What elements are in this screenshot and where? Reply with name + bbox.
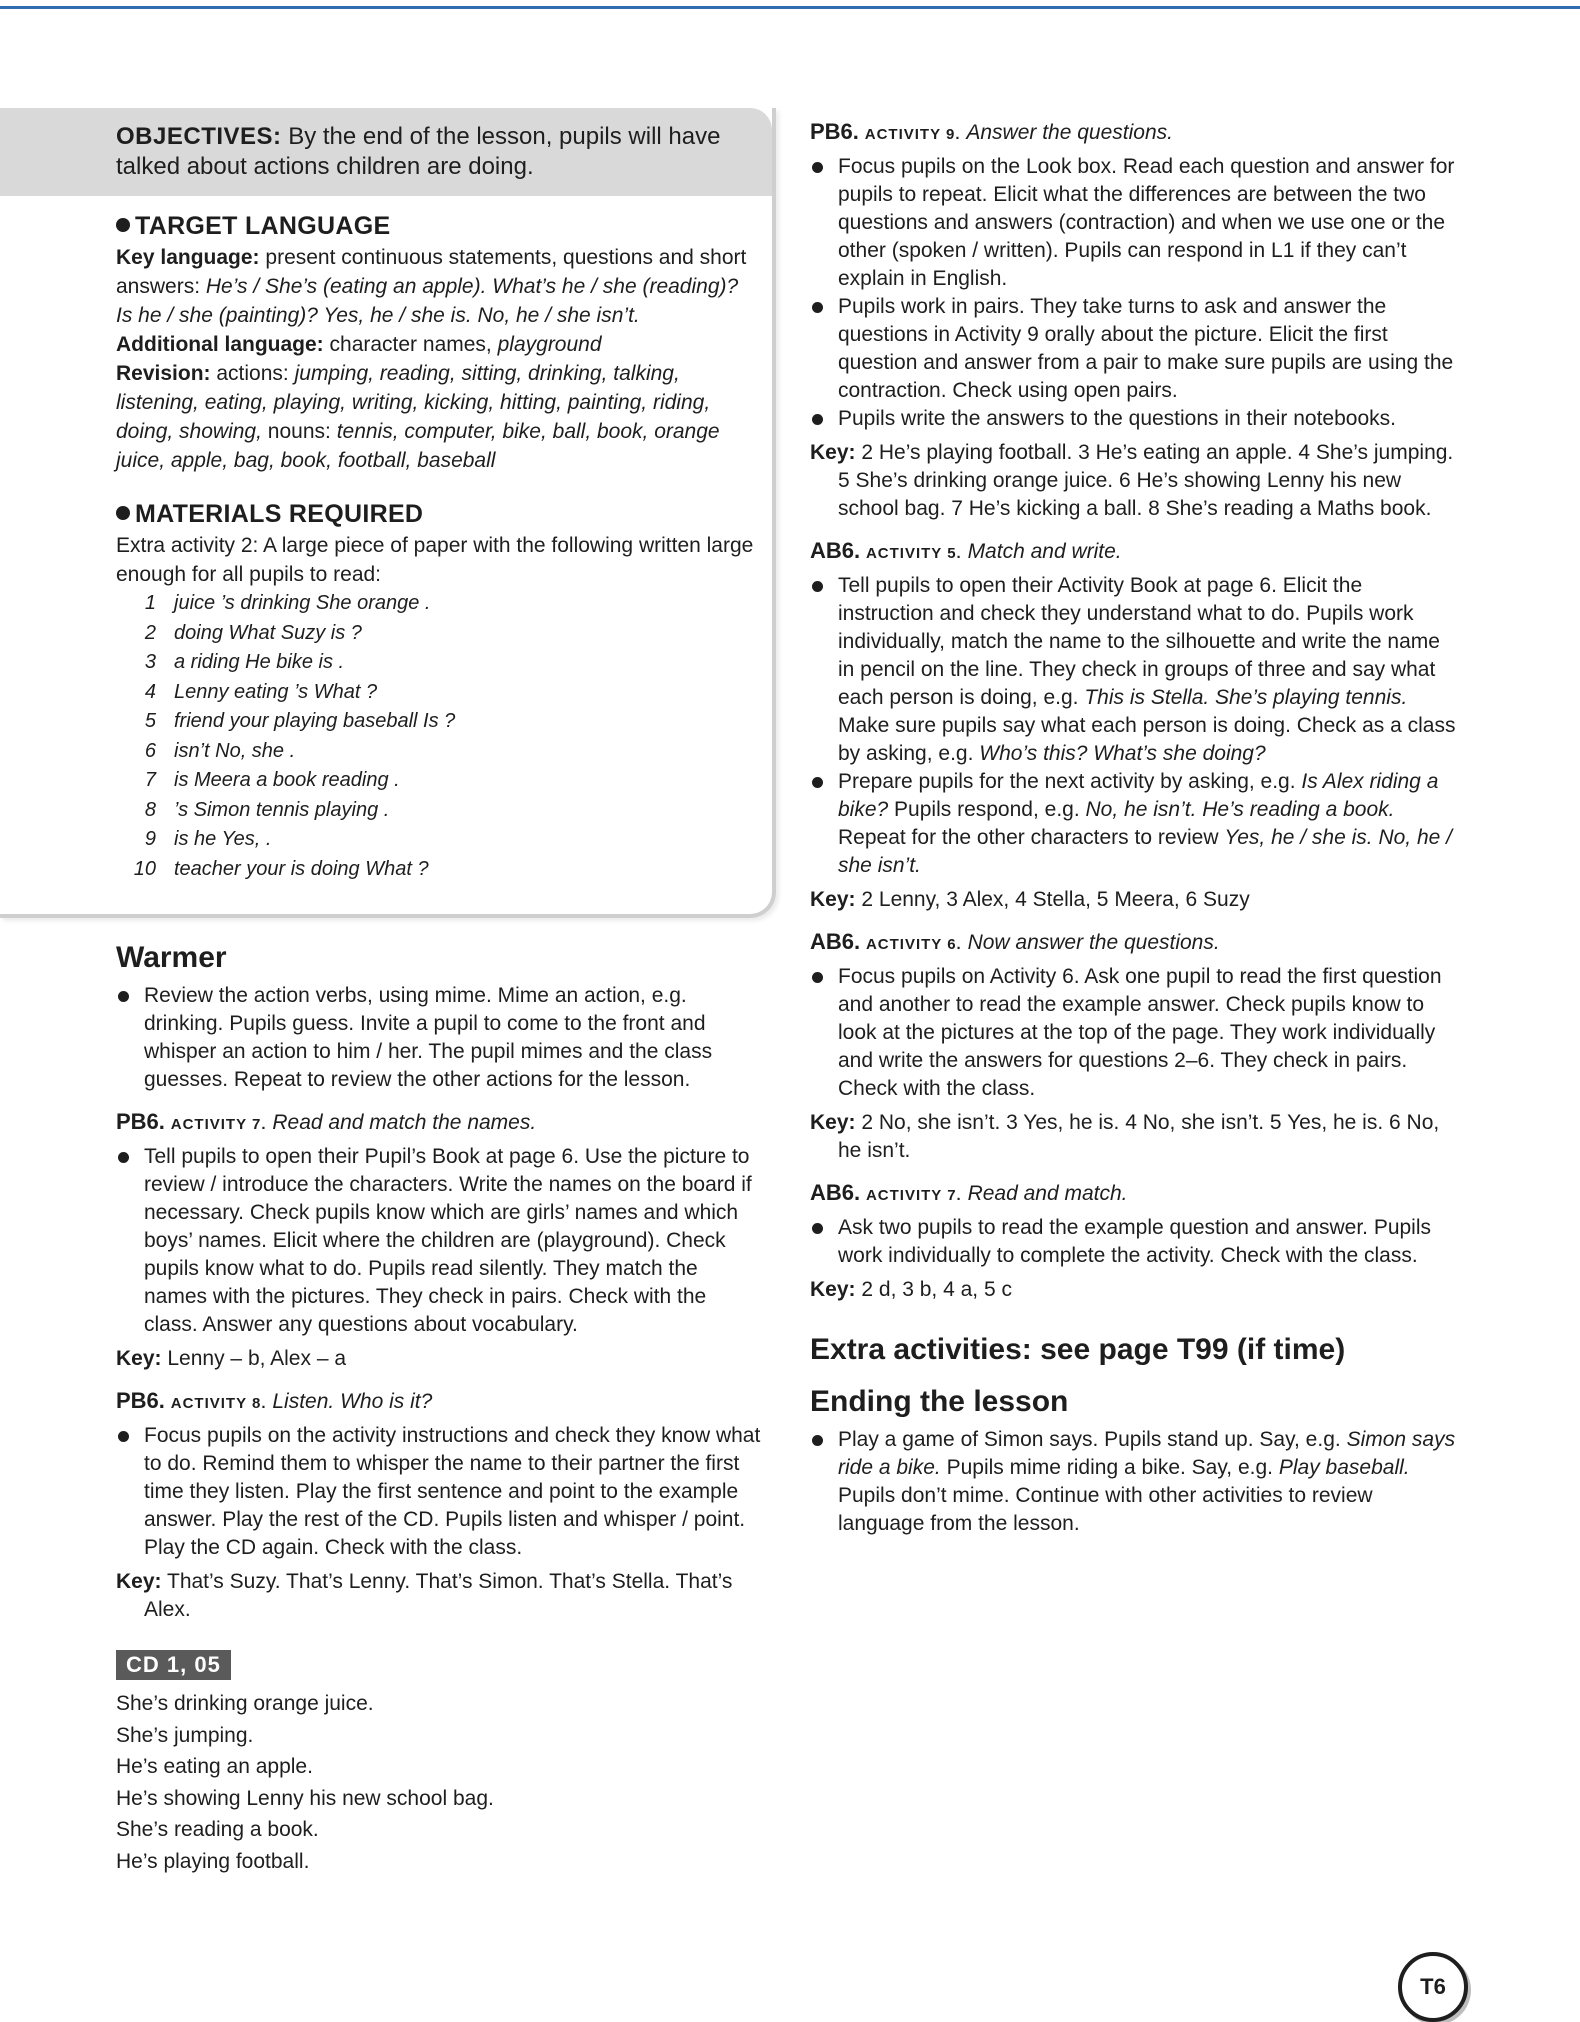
ending-title: Ending the lesson (810, 1385, 1069, 1418)
list-item: 3 a riding He bike is . (144, 651, 345, 673)
right-column (810, 118, 1460, 1538)
extra-activities-title: Extra activities: see page T99 (if time) (810, 1333, 1346, 1366)
bullet-icon (116, 218, 130, 232)
target-language-section (116, 212, 756, 475)
materials-section (116, 500, 756, 884)
ab7-key: Key: 2 d, 3 b, 4 a, 5 c (810, 1278, 1012, 1301)
list-item: Focus pupils on the Look box. Read each question and answer for pupils to repeat. Elicit what the differences are between the two questions and answers (contraction) and when we use one or the other (spoken / written). Pupils can respond in L1 if they can’t explain in English. (810, 153, 1460, 293)
ab6-bullets (810, 963, 1460, 1103)
page-number: T6 (1398, 1952, 1468, 2022)
objectives-panel (0, 108, 776, 918)
list-item: Play a game of Simon says. Pupils stand up. Say, e.g. Simon says ride a bike. Pupils mime riding a bike. Say, e.g. Play baseball. Pupils don’t mime. Continue with other activities to review language from the lesson. (810, 1426, 1460, 1538)
script-line: He’s eating an apple. (116, 1755, 313, 1778)
ab5-heading: AB6. ACTIVITY 5. Match and write. (810, 538, 1122, 563)
list-item: 5 friend your playing baseball Is ? (144, 710, 456, 732)
materials-intro: Extra activity 2: A large piece of paper with the following written large enough for all pupils to read: (116, 534, 754, 586)
pb7-bullets (116, 1143, 764, 1339)
key-language: Key language: present continuous statements, questions and short answers: He’s / She’s (eating an apple). What’s he / she (reading)? Is he / she (painting)? Yes, he / she is. No, he / she isn’t. (116, 246, 747, 327)
list-item: Tell pupils to open their Pupil’s Book at page 6. Use the picture to review / introduce the characters. Write the names on the board if necessary. Check pupils know which are girls’ names and which boys’ names. Elicit where the children are (playground). Check pupils know what to do. Pupils read silently. They match the names with the pictures. They check in pairs. Check with the class. Answer any questions about vocabulary. (116, 1143, 764, 1339)
pb9-bullets (810, 153, 1460, 433)
left-column (116, 940, 764, 1877)
cd-track-label: CD 1, 05 (116, 1650, 231, 1680)
pb9-heading: PB6. ACTIVITY 9. Answer the questions. (810, 119, 1173, 144)
warmer-bullets (116, 982, 764, 1094)
objectives-body: By the end of the lesson, pupils will have talked about actions children are doing. (116, 123, 721, 180)
list-item: 2 doing What Suzy is ? (144, 621, 362, 644)
ab5-key: Key: 2 Lenny, 3 Alex, 4 Stella, 5 Meera, 6 Suzy (810, 888, 1250, 911)
script-line: She’s reading a book. (116, 1818, 319, 1841)
list-item: Ask two pupils to read the example question and answer. Pupils work individually to complete the activity. Check with the class. (810, 1214, 1460, 1270)
pb8-key: Key: That’s Suzy. That’s Lenny. That’s Simon. That’s Stella. That’s Alex. (116, 1570, 733, 1621)
additional-language: Additional language: character names, playground (116, 333, 602, 356)
ab7-bullets (810, 1214, 1460, 1270)
pb9-key: Key: 2 He’s playing football. 3 He’s eating an apple. 4 She’s jumping. 5 She’s drinking orange juice. 6 He’s showing Lenny his new school bag. 7 He’s kicking a ball. 8 She’s reading a Maths book. (810, 441, 1454, 520)
pb8-bullets (116, 1422, 764, 1562)
list-item: Review the action verbs, using mime. Mime an action, e.g. drinking. Pupils guess. Invite a pupil to come to the front and whisper an action to him / her. The pupil mimes and the class guesses. Repeat to review the other actions for the lesson. (116, 982, 764, 1094)
target-language-title: TARGET LANGUAGE (116, 212, 756, 241)
list-item: Pupils work in pairs. They take turns to ask and answer the questions in Activity 9 orally about the picture. Elicit the first question and answer from a pair to make sure pupils are using the contraction. Check using open pairs. (810, 293, 1460, 405)
list-item: Prepare pupils for the next activity by asking, e.g. Is Alex riding a bike? Pupils respond, e.g. No, he isn’t. He’s reading a book. Repeat for the other characters to review Yes, he / she is. No, he / she isn’t. (810, 768, 1460, 880)
ab6-key: Key: 2 No, she isn’t. 3 Yes, he is. 4 No, she isn’t. 5 Yes, he is. 6 No, he isn’t. (810, 1111, 1440, 1162)
script-line: She’s jumping. (116, 1723, 254, 1747)
materials-list (116, 589, 756, 884)
cd-script (116, 1688, 764, 1877)
script-line: She’s drinking orange juice. (116, 1692, 374, 1715)
list-item: 6 isn’t No, she . (144, 739, 296, 762)
bullet-icon (116, 506, 130, 520)
objectives-text (116, 122, 756, 182)
list-item: 1 juice ’s drinking She orange . (144, 592, 431, 614)
list-item: 4 Lenny eating ’s What ? (144, 680, 378, 703)
pb8-heading: PB6. ACTIVITY 8. Listen. Who is it? (116, 1388, 433, 1413)
pb7-key: Key: Lenny – b, Alex – a (116, 1347, 347, 1370)
materials-title: MATERIALS REQUIRED (116, 500, 756, 529)
list-item: Pupils write the answers to the questions in their notebooks. (810, 405, 1460, 433)
objectives-label: OBJECTIVES: (116, 123, 282, 150)
warmer-title: Warmer (116, 941, 227, 974)
pb7-heading: PB6. ACTIVITY 7. Read and match the names. (116, 1109, 537, 1134)
list-item: 10 teacher your is doing What ? (133, 857, 429, 880)
list-item: 9 is he Yes, . (144, 828, 272, 850)
ab6-heading: AB6. ACTIVITY 6. Now answer the questions. (810, 929, 1220, 954)
ending-bullets (810, 1426, 1460, 1538)
top-rule (0, 6, 1580, 9)
script-line: He’s playing football. (116, 1849, 310, 1873)
list-item: 7 is Meera a book reading . (144, 769, 400, 791)
list-item: Focus pupils on the activity instructions and check they know what to do. Remind them to whisper the name to their partner the first time they listen. Play the first sentence and point to the example answer. Play the rest of the CD. Pupils listen and whisper / point. Play the CD again. Check with the class. (116, 1422, 764, 1562)
list-item: 8 ’s Simon tennis playing . (144, 798, 390, 821)
ab5-bullets (810, 572, 1460, 880)
script-line: He’s showing Lenny his new school bag. (116, 1786, 494, 1810)
list-item: Focus pupils on Activity 6. Ask one pupil to read the first question and another to read the example answer. Check pupils know to look at the pictures at the top of the page. They work individually and write the answers for questions 2–6. They check in pairs. Check with the class. (810, 963, 1460, 1103)
ab7-heading: AB6. ACTIVITY 7. Read and match. (810, 1180, 1128, 1205)
revision: Revision: actions: jumping, reading, sitting, drinking, talking, listening, eating, playing, writing, kicking, hitting, painting, riding, doing, showing, nouns: tennis, computer, bike, ball, book, orange juice, apple, bag, book, football, baseball (116, 362, 720, 472)
list-item: Tell pupils to open their Activity Book at page 6. Elicit the instruction and check they understand what to do. Pupils work individually, match the name to the silhouette and write the name in pencil on the line. They check in groups of three and say what each person is doing, e.g. This is Stella. She’s playing tennis. Make sure pupils say what each person is doing. Check as a class by asking, e.g. Who’s this? What’s she doing? (810, 572, 1460, 768)
